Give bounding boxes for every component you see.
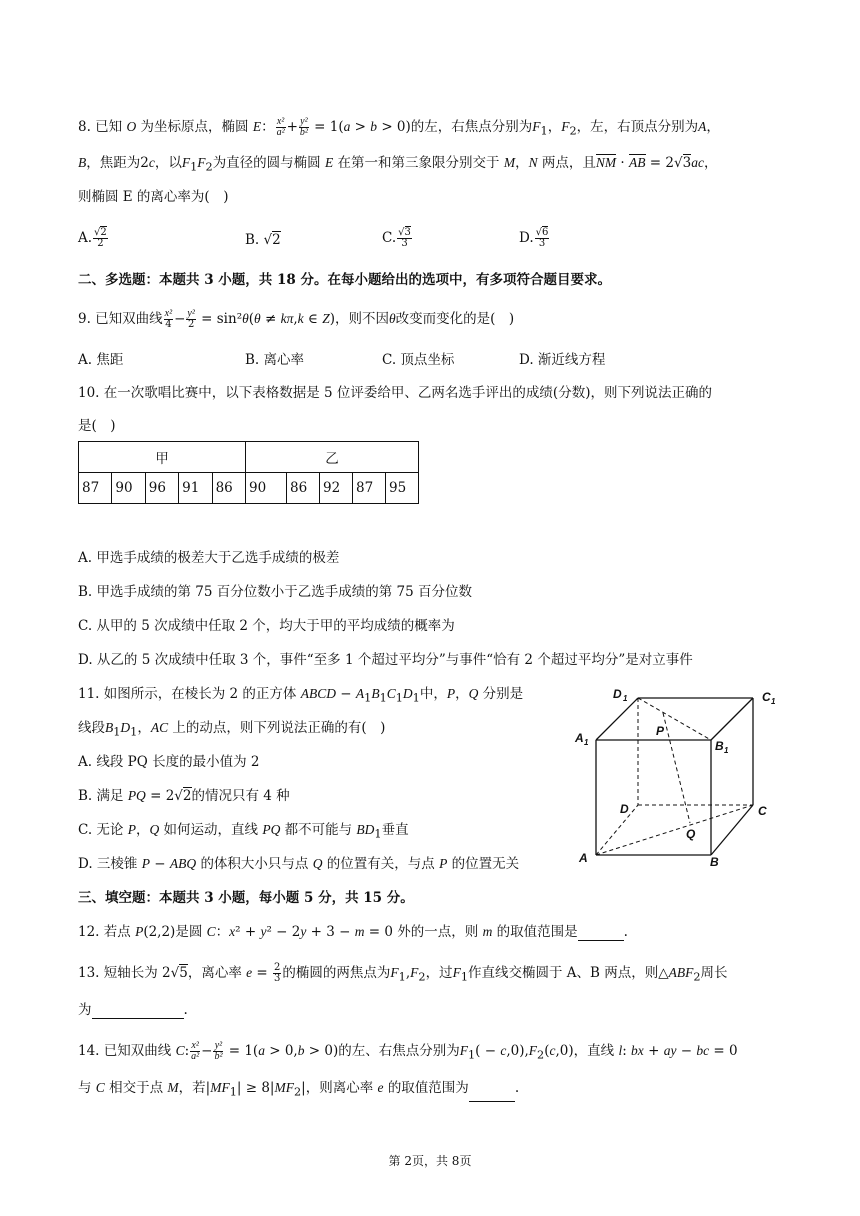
option-label: C. [382, 230, 397, 246]
label-d1-sub: 1 [623, 694, 628, 703]
label-b: B [710, 855, 719, 869]
score-cell: 95 [386, 473, 419, 504]
q8-text: ，以 [154, 155, 182, 171]
q14-text: 的左、右焦点分别为 [338, 1043, 460, 1059]
q12-text: 的取值范围是 [496, 924, 578, 940]
table-row [79, 473, 419, 504]
q9-text: 9. 已知双曲线 [78, 311, 163, 327]
q9-option-d: D. 渐近线方程 [519, 352, 606, 368]
q8-line-1: 8. 已知 O 为坐标原点，椭圆 E： $\frac{\text{x²}}{\text{a²}}$ + $\frac{\text{y²}}{\text{b²}}$ = 1(a > b > 0)的左，右焦点分别为$F_1$，$F_2$，左，右顶点分别为A， [78, 116, 720, 138]
q11-option-d: D. 三棱锥 P − ABQ 的体积大小只与点 Q 的位置有关，与点 P 的位置无关 [78, 856, 520, 872]
q13-text: 作直线交椭圆于 A、B 两点，则△ [467, 965, 669, 981]
score-cell: 92 [320, 473, 353, 504]
table-header-row [79, 442, 419, 473]
option-label: B. [245, 232, 260, 248]
q13-text: ，离心率 [187, 965, 242, 981]
q11-text: B. 满足 [78, 788, 124, 804]
q13-text: ，过 [425, 965, 453, 981]
q10-option-d: D. 从乙的 5 次成绩中任取 3 个，事件“至多 1 个超过平均分”与事件“恰有 2 个超过平均分”是对立事件 [78, 652, 693, 668]
label-d1: D [613, 687, 622, 701]
q10-option-b: B. 甲选手成绩的第 75 百分位数小于乙选手成绩的第 75 百分位数 [78, 584, 473, 600]
q11-text: 线段 [78, 720, 105, 736]
q11-text: 分别是 [482, 686, 524, 702]
q10-score-table [78, 441, 419, 504]
cube-solid-edges [596, 698, 753, 855]
q12-stem: 12. 若点 P(2,2)是圆 C：x² + y² − 2y + 3 − m = 0 外的一点，则 m 的取值范围是 . [78, 924, 628, 940]
q11-text: 都不可能与 [284, 822, 353, 838]
label-a1: A [575, 731, 584, 745]
answer-blank[interactable] [578, 926, 624, 941]
q14-text: . [514, 1080, 520, 1096]
q12-text: 外的一点，则 [397, 924, 479, 940]
answer-blank[interactable] [469, 1087, 515, 1102]
q14-text: ，若 [178, 1080, 206, 1096]
q8-text: ，焦距为 [86, 155, 141, 171]
q8-text: 为坐标原点，椭圆 [140, 119, 249, 135]
label-p: P [656, 724, 665, 738]
q13-text: 为 [78, 1002, 92, 1018]
option-label: D. [519, 230, 534, 246]
score-cell: 87 [79, 473, 112, 504]
answer-blank[interactable] [92, 1004, 184, 1019]
section-3-heading: 三、填空题：本题共 3 小题，每小题 5 分，共 15 分。 [78, 890, 414, 906]
header-jia: 甲 [79, 442, 246, 473]
q13-line-2 [78, 1001, 188, 1019]
q9-option-c: C. 顶点坐标 [382, 352, 455, 368]
q9-option-b: B. 离心率 [245, 352, 305, 368]
q9-text: ，则不因 [335, 311, 390, 327]
q9-text: 改变而变化的是( ) [395, 311, 515, 327]
q8-option-c: C. $\frac{√3}{3}$ [382, 227, 411, 249]
q11-text: 上的动点，则下列说法正确的有( ) [172, 720, 386, 736]
q13-text: 周长 [700, 965, 728, 981]
q13-text: 13. 短轴长为 [78, 965, 158, 981]
score-cell: 86 [212, 473, 245, 504]
q14-line-2: 与 C 相交于点 M，若$|MF_1| \ge 8|MF_2|$，则离心率 e 的取值范围为 . [78, 1079, 519, 1102]
score-cell: 87 [353, 473, 386, 504]
q11-line-2: 线段$B_1D_1$，AC 上的动点，则下列说法正确的有( ) [78, 720, 386, 739]
q9-option-a: A. 焦距 [78, 352, 124, 368]
q14-text: 14. 已知双曲线 [78, 1043, 172, 1059]
score-cell: 86 [287, 473, 320, 504]
q11-text: 垂直 [381, 822, 409, 838]
label-b1: B [715, 739, 724, 753]
page-footer: 第 2页，共 8页 [388, 1154, 472, 1168]
q8-option-b: B. √2 [245, 232, 281, 248]
section-2-heading: 二、多选题：本题共 3 小题，共 18 分。在每小题给出的选项中，有多项符合题目要求。 [78, 272, 611, 288]
q11-text: D. 三棱锥 [78, 856, 138, 872]
label-c1-sub: 1 [771, 697, 776, 706]
label-c: C [758, 804, 767, 818]
score-cell: 96 [145, 473, 178, 504]
header-yi: 乙 [246, 442, 419, 473]
q14-text: 相交于点 [109, 1080, 164, 1096]
score-cell: 90 [246, 473, 287, 504]
q8-text: 为直径的圆与椭圆 [212, 155, 321, 171]
q8-text: 的左，右焦点分别为 [410, 119, 533, 135]
q12-text: . [623, 924, 628, 940]
label-b1-sub: 1 [724, 746, 729, 755]
q11-option-c: C. 无论 P，Q 如何运动，直线 PQ 都不可能与 $BD_1$垂直 [78, 822, 409, 841]
q14-text: ，则离心率 [305, 1080, 374, 1096]
q8-text: 两点，且 [541, 155, 596, 171]
q8-line-3: 则椭圆 E 的离心率为( ) [78, 189, 229, 205]
q11-option-b: B. 满足 PQ = 2√2的情况只有 4 种 [78, 788, 290, 804]
q11-text: 11. 如图所示，在棱长为 2 的正方体 [78, 686, 297, 702]
cube-figure [568, 680, 788, 870]
score-cell: 90 [112, 473, 145, 504]
q14-text: ，直线 [573, 1043, 615, 1059]
q8-option-a: A. $\frac{√2}{2}$ [78, 227, 107, 249]
q11-option-a: A. 线段 PQ 长度的最小值为 2 [78, 754, 260, 770]
label-a: A [579, 851, 588, 865]
q11-text: 的体积大小只与点 [200, 856, 309, 872]
label-q: Q [686, 827, 696, 841]
q14-line-1: 14. 已知双曲线 C: $\frac{\text{x²}}{\text{a²}}$ − $\frac{\text{y²}}{\text{b²}}$ = 1(a > 0,b > 0)的左、右焦点分别为$F_1( - c,0),F_2(c,0)$，直线 l: bx + ay − bc = 0 [78, 1040, 738, 1062]
q11-text: 的位置有关，与点 [326, 856, 435, 872]
q9-stem: 9. 已知双曲线 $\frac{\text{x²}}{4}$ − $\frac{\text{y²}}{2}$ = sin²θ(θ ≠ kπ,k ∈ Z)，则不因θ改变而变化的是( ) [78, 308, 515, 330]
q8-text: ，左，右顶点分别为 [576, 119, 699, 135]
q8-line-2: B，焦距为2c，以$F_1F_2$为直径的圆与椭圆 E 在第一和第三象限分别交于 M，N 两点，且NM · AB = 2√3ac， [78, 155, 718, 174]
q10-stem-line-2: 是( ) [78, 418, 116, 434]
label-c1: C [762, 690, 771, 704]
q11-text: 的情况只有 4 种 [191, 788, 290, 804]
q11-text: C. 无论 [78, 822, 124, 838]
q10-option-c: C. 从甲的 5 次成绩中任取 2 个，均大于甲的平均成绩的概率为 [78, 618, 455, 634]
q8-option-d: D. $\frac{√6}{3}$ [519, 227, 549, 249]
q12-text: 是圆 [175, 924, 203, 940]
score-cell: 91 [179, 473, 212, 504]
q13-line-1: 13. 短轴长为 2√5，离心率 e = $\frac{2}{3}$ 的椭圆的两焦点为$F_1,F_2$，过$F_1$作直线交椭圆于 A、B 两点，则$\triangle ABF_2$周长 [78, 962, 728, 984]
q11-text: 的位置无关 [451, 856, 520, 872]
q13-text: 的椭圆的两焦点为 [282, 965, 391, 981]
q11-text: 中， [419, 686, 447, 702]
option-label: A. [78, 230, 93, 246]
q14-text: 的取值范围为 [387, 1080, 469, 1096]
q11-text: 如何运动，直线 [163, 822, 259, 838]
q10-option-a: A. 甲选手成绩的极差大于乙选手成绩的极差 [78, 550, 340, 566]
q8-text: 在第一和第三象限分别交于 [337, 155, 500, 171]
q11-line-1: 11. 如图所示，在棱长为 2 的正方体 ABCD − $A_1B_1C_1D_1$中，P，Q 分别是 [78, 686, 524, 705]
q13-text: . [183, 1002, 188, 1018]
q10-stem-line-1: 10. 在一次歌唱比赛中，以下表格数据是 5 位评委给甲、乙两名选手评出的成绩(分数)，则下列说法正确的 [78, 385, 712, 401]
q12-text: 12. 若点 [78, 924, 131, 940]
q8-text: 8. 已知 [78, 119, 123, 135]
label-a1-sub: 1 [584, 738, 589, 747]
label-d: D [620, 802, 629, 816]
q14-text: 与 [78, 1080, 92, 1096]
